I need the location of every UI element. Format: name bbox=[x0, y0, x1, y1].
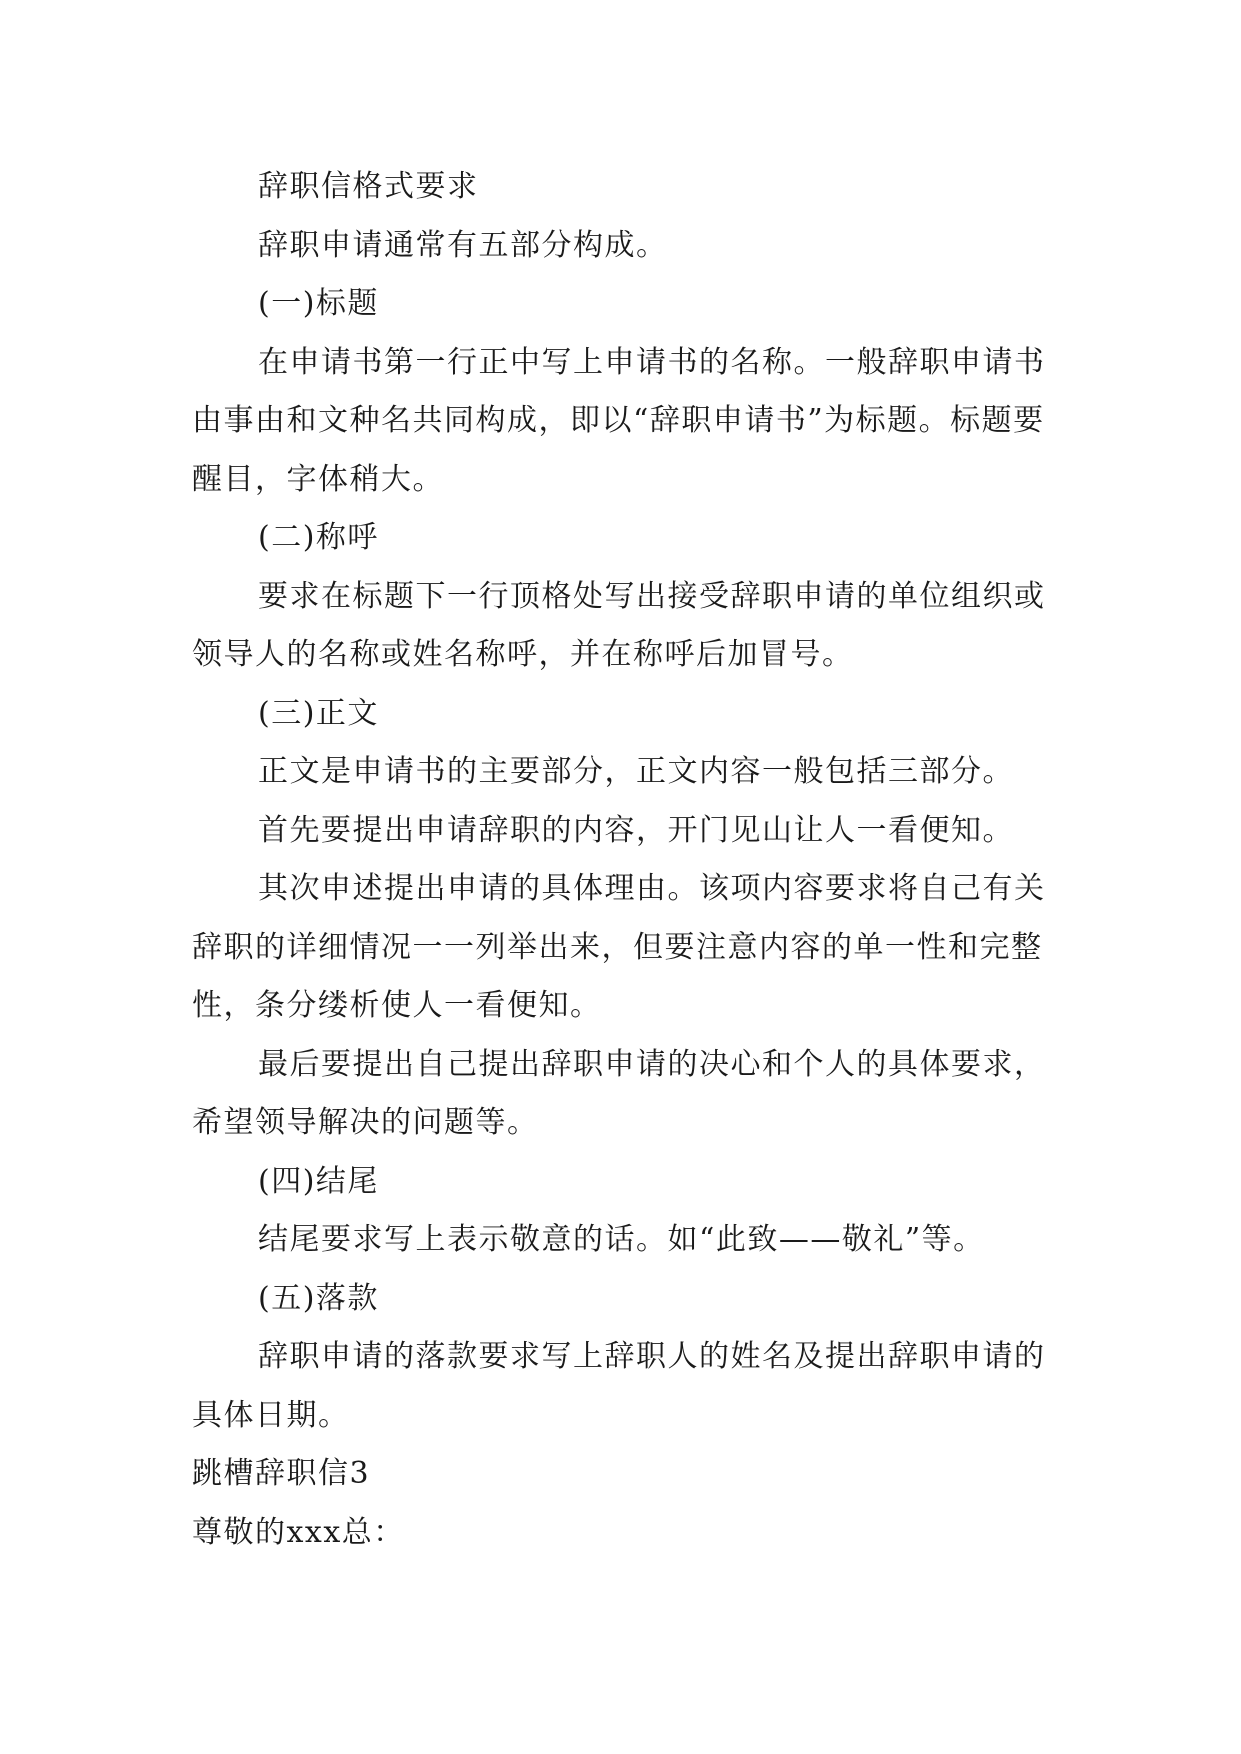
section-heading-salutation: (二)称呼 bbox=[258, 520, 379, 555]
paragraph-body-second: 其次申述提出申请的具体理由。该项内容要求将自己有关辞职的详细情况一一列举出来，但要注意内容的单一性和完整性，条分缕析使人一看便知。 bbox=[192, 871, 1046, 1023]
paragraph-title-desc: 在申请书第一行正中写上申请书的名称。一般辞职申请书由事由和文种名共同构成，即以“辞职申请书”为标题。标题要醒目，字体稍大。 bbox=[192, 344, 1046, 497]
paragraph-salutation-desc: 要求在标题下一行顶格处写出接受辞职申请的单位组织或领导人的名称或姓名称呼，并在称呼后加冒号。 bbox=[192, 578, 1046, 672]
paragraph-signature-desc: 辞职申请的落款要求写上辞职人的姓名及提出辞职申请的具体日期。 bbox=[192, 1339, 1046, 1433]
section-heading-title: (一)标题 bbox=[258, 286, 379, 321]
paragraph-format-heading: 辞职信格式要求 bbox=[258, 169, 479, 204]
letter-title: 跳槽辞职信3 bbox=[192, 1456, 371, 1491]
section-heading-body: (三)正文 bbox=[258, 695, 379, 731]
paragraph-body-last: 最后要提出自己提出辞职申请的决心和个人的具体要求，希望领导解决的问题等。 bbox=[192, 1046, 1046, 1140]
paragraph-body-first: 首先要提出申请辞职的内容，开门见山让人一看便知。 bbox=[258, 812, 1014, 848]
letter-salutation: 尊敬的xxx总： bbox=[192, 1514, 405, 1550]
section-heading-signature: (五)落款 bbox=[258, 1280, 379, 1316]
paragraph-closing-desc: 结尾要求写上表示敬意的话。如“此致——敬礼”等。 bbox=[258, 1222, 985, 1257]
paragraph-intro: 辞职申请通常有五部分构成。 bbox=[258, 227, 668, 263]
section-heading-closing: (四)结尾 bbox=[258, 1163, 379, 1199]
document-body bbox=[192, 158, 1072, 1562]
paragraph-body-desc: 正文是申请书的主要部分，正文内容一般包括三部分。 bbox=[258, 754, 1014, 789]
